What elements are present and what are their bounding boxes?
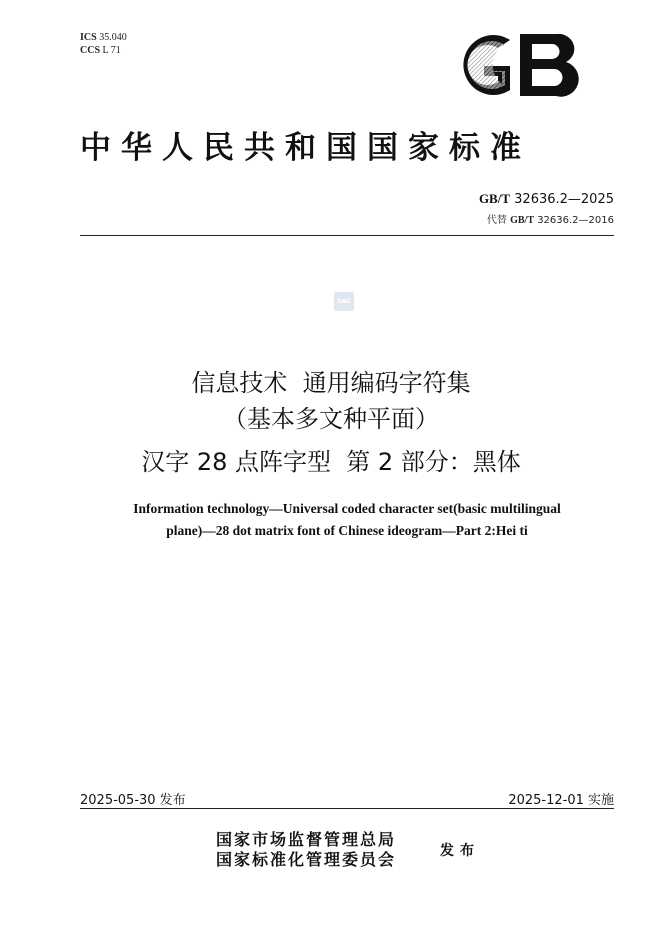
replaces-prefix: GB/T <box>510 215 534 226</box>
replaces-label: 代替 <box>486 215 507 226</box>
title-en-line2: plane)—28 dot matrix font of Chinese ideogram—Part 2:Hei ti <box>166 523 528 538</box>
title-cn-line3: 汉字 28 点阵字型 第 2 部分：黑体 <box>141 448 521 476</box>
title-en <box>80 498 614 542</box>
standard-title: 中华人民共和国国家标准 <box>80 130 531 166</box>
title-cn-line1: 信息技术 通用编码字符集 <box>191 369 471 397</box>
implement-date: 2025-12-01 实施 <box>508 793 614 808</box>
issue-word: 发布 <box>440 843 480 859</box>
standard-number <box>479 191 614 207</box>
issuer-sac: 国家标准化管理委员会 <box>216 850 397 869</box>
replaces-value: 32636.2—2016 <box>537 215 614 226</box>
issuers <box>216 830 396 870</box>
publish-date: 2025-05-30 发布 <box>80 793 186 808</box>
title-cn-line2: （基本多文种平面） <box>223 405 439 433</box>
ics-code <box>80 31 127 44</box>
issuer-samr: 国家市场监督管理总局 <box>216 830 397 849</box>
ccs-value: L 71 <box>102 45 121 56</box>
standard-number-prefix: GB/T <box>478 191 511 206</box>
ccs-label: CCS <box>80 45 101 56</box>
ics-value: 35.040 <box>99 32 127 43</box>
ics-label: ICS <box>80 32 97 43</box>
title-en-line1: Information technology—Universal coded character set(basic multilingual <box>133 501 561 516</box>
standard-number-value: 32636.2—2025 <box>514 192 614 207</box>
sac-mark: SAC <box>334 292 354 311</box>
gb-logo <box>448 28 582 102</box>
bottom-divider <box>80 808 614 809</box>
ccs-code <box>80 44 127 57</box>
classification-codes <box>80 31 127 57</box>
replaces-standard <box>487 211 614 226</box>
top-divider <box>80 235 614 236</box>
